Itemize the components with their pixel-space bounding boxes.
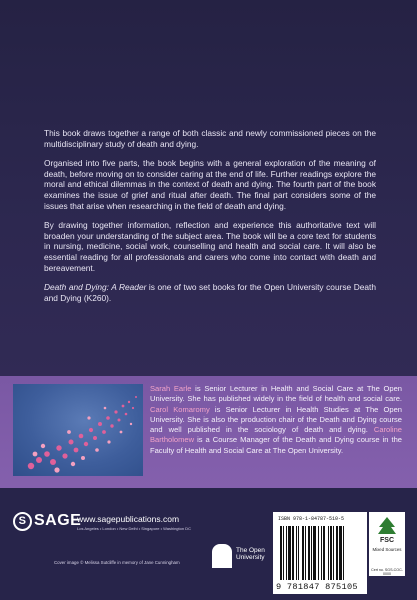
author-name-sarah-earle: Sarah Earle [150, 384, 192, 393]
fsc-abbreviation: FSC [380, 537, 394, 544]
sage-publisher-block [13, 512, 191, 542]
fsc-cert-code: Cert no. SGS-COC-0000 [371, 568, 403, 576]
author-name-caroline-bartholomew: Caroline Bartholomew [150, 425, 402, 445]
book-title-italic: Death and Dying: A Reader [44, 282, 147, 293]
fsc-badge [369, 512, 405, 576]
sage-logo-text: SAGE [34, 512, 82, 529]
open-university-shield-icon [212, 544, 232, 568]
sage-logo [13, 512, 81, 531]
blurb-paragraph-2: Organised into five parts, the book begins with a general exploration of the meaning of death, before moving on to consider caring at the end of life. Further readings explore the moral and ethical dilemmas in the context of death and dying. The fourth part of the book examines the issue of grief and ritual after death. The final part considers some of the issues that arise when researching in the field of death and dying. [44, 158, 376, 211]
blurb-text [44, 128, 376, 303]
open-university-line-2: University [236, 554, 265, 561]
author-name-carol-komaromy: Carol Komaromy [150, 404, 210, 414]
fsc-tree-icon [375, 516, 399, 536]
author-bio [150, 384, 402, 456]
blurb-paragraph-4 [44, 282, 376, 303]
author-bio-text-2: is Senior Lecturer in Health Studies at The Open University. She is also the production chair of the Death and Dying course and well published in the sociology of death and dying. [150, 404, 402, 435]
blurb-paragraph-1: This book draws together a range of both classic and newly commissioned pieces on the multidisciplinary study of death and dying. [44, 128, 376, 149]
isbn-label: ISBN 978-1-84787-510-5 [278, 516, 345, 522]
fsc-mixed-sources: Mixed Sources [372, 547, 402, 552]
open-university-line-1: The Open [236, 547, 265, 554]
blurb-paragraph-3: By drawing together information, reflection and experience this authoritative text will broaden your understanding of the subject area. The book will be a core text for students in nursing, medicine, social work, counselling and health and social care. It will also be essential reading for all professionals and carers who come into contact with death and bereavement. [44, 220, 376, 273]
barcode [280, 526, 362, 580]
sage-circle-icon: S [13, 512, 32, 531]
balloons-illustration [13, 384, 143, 476]
balloons-photo [13, 384, 143, 476]
set-book-note: is one of two set books for the Open University course Death and Dying (K260). [44, 282, 376, 303]
sage-cities: Los Angeles • London • New Delhi • Singapore • Washington DC [77, 526, 191, 531]
isbn-barcode-box [273, 512, 367, 594]
barcode-number: 9 781847 875105 [276, 582, 358, 592]
open-university-name [236, 547, 265, 561]
author-bio-text-1: is Senior Lecturer in Health and Social Care at The Open University. She has published widely in the field of health and social care. [150, 384, 402, 404]
open-university-logo [212, 544, 268, 570]
cover-image-credit: Cover image © Melissa Sutcliffe in memory of Jane Cunningham [54, 560, 180, 565]
sage-website: www.sagepublications.com [77, 514, 180, 524]
author-bio-text-3: is a Course Manager of the Death and Dying course in the Faculty of Health and Social Care at The Open University. [150, 435, 402, 455]
